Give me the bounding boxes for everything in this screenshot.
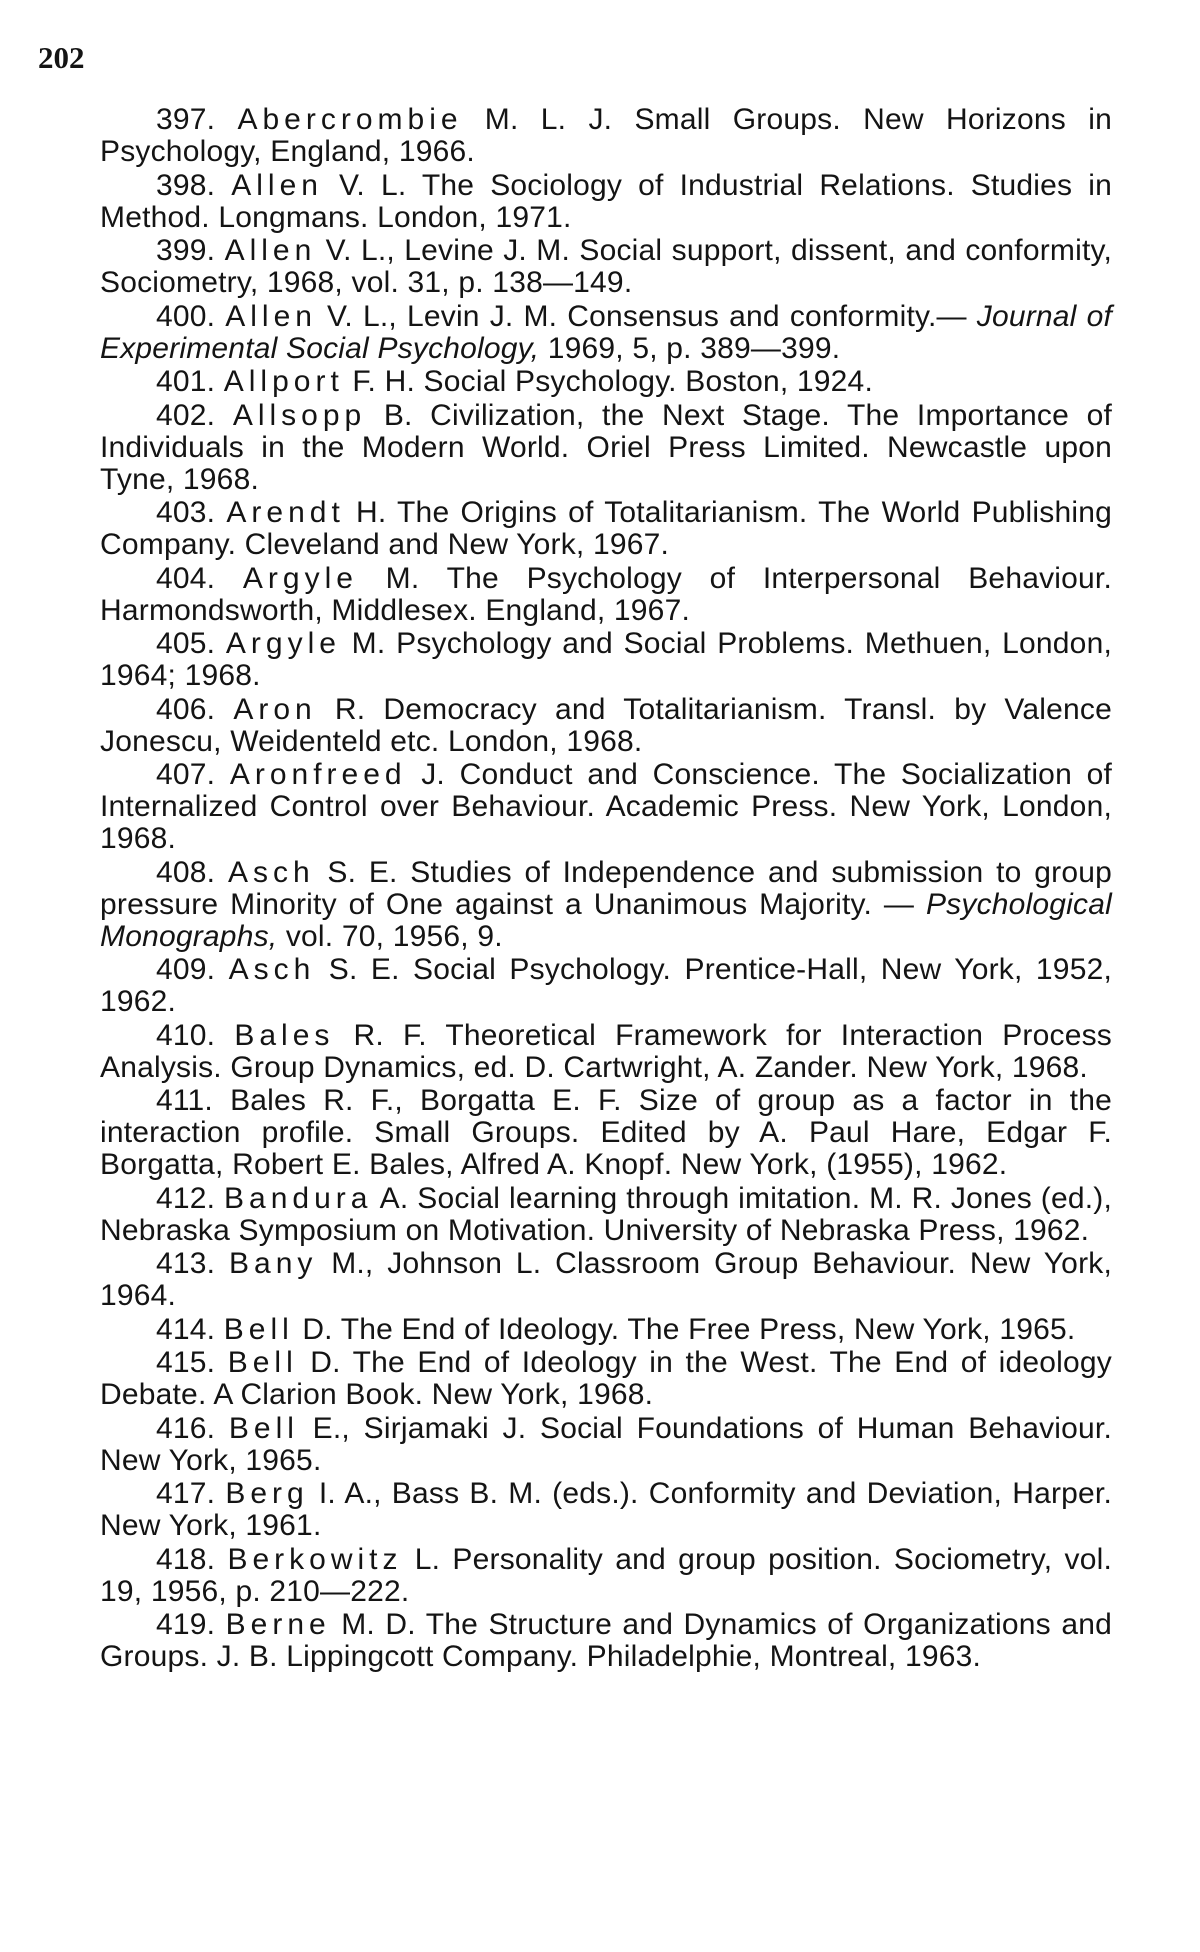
entry-number: 397. (156, 103, 216, 136)
entry-number: 418. (156, 1542, 216, 1576)
entry-text: B. Civilization, the Next Stage. The Importance of Individuals in the Modern World. Oriel Press Limited. Newcastle upon Tyne, 1968. (100, 398, 1112, 496)
entry-text: R. Democracy and Totalitarianism. Transl. by Valence Jonescu, Weidenteld etc. London, 1968. (100, 692, 1112, 758)
entry-author: Aron (233, 692, 317, 726)
bibliography-entry (100, 235, 1112, 299)
entry-text: M. D. The Structure and Dynamics of Organizations and Groups. J. B. Lippingcott Company. Philadelphie, Montreal, 1963. (100, 1608, 1112, 1673)
entry-journal-title: Journal of Experimental Social Psychology, (100, 299, 1112, 365)
entry-text-tail: vol. 70, 1956, 9. (277, 919, 503, 953)
bibliography-entry (100, 628, 1112, 692)
bibliography-entry (100, 759, 1112, 855)
entry-author: Bany (229, 1247, 318, 1280)
entry-text: D. The End of Ideology in the West. The End of ideology Debate. A Clarion Book. New York, 1968. (100, 1346, 1112, 1411)
entry-number: 405. (156, 627, 216, 660)
entry-number: 402. (156, 398, 216, 432)
entry-number: 403. (156, 496, 216, 529)
entry-number: 399. (156, 234, 216, 267)
entry-author: Abercrombie (237, 103, 463, 136)
entry-number: 410. (156, 1018, 216, 1052)
entry-number: 401. (156, 365, 216, 398)
entry-text: Bales R. F., Borgatta E. F. Size of group as a factor in the interaction profile. Small Groups. Edited by A. Paul Hare, Edgar F. Borgatta, Robert E. Bales, Alfred A. Knopf. New York, (1955), 1962. (100, 1084, 1112, 1181)
entry-number: 400. (156, 299, 216, 333)
bibliography-entry (100, 1609, 1112, 1673)
bibliography-entry (100, 301, 1112, 365)
bibliography-entry (100, 1020, 1112, 1084)
entry-number: 414. (156, 1312, 216, 1346)
bibliography-entry (100, 1248, 1112, 1312)
entry-text-tail: 1969, 5, p. 389—399. (539, 331, 841, 365)
entry-text: E., Sirjamaki J. Social Foundations of Human Behaviour. New York, 1965. (100, 1411, 1112, 1477)
bibliography-entry (100, 1478, 1112, 1542)
entry-author: Bell (223, 1312, 294, 1346)
entry-author: Aronfreed (229, 758, 407, 791)
entry-author: Arendt (226, 496, 345, 529)
entry-number: 416. (156, 1411, 216, 1445)
entry-text: I. A., Bass B. M. (eds.). Conformity and Deviation, Harper. New York, 1961. (100, 1477, 1112, 1542)
bibliography-list (100, 104, 1112, 1675)
entry-author: Allen (224, 234, 317, 267)
bibliography-entry (100, 694, 1112, 758)
entry-number: 404. (156, 561, 216, 595)
entry-text: D. The End of Ideology. The Free Press, New York, 1965. (293, 1312, 1076, 1346)
entry-text: A. Social learning through imitation. M. R. Jones (ed.), Nebraska Symposium on Motivation. University of Nebraska Press, 1962. (100, 1181, 1112, 1247)
entry-text: H. The Origins of Totalitarianism. The World Publishing Company. Cleveland and New York, 1967. (100, 496, 1112, 561)
bibliography-entry (100, 1347, 1112, 1411)
bibliography-entry (100, 170, 1112, 234)
entry-text: M., Johnson L. Classroom Group Behaviour. New York, 1964. (100, 1247, 1112, 1312)
entry-number: 419. (156, 1608, 216, 1641)
bibliography-entry (100, 1544, 1112, 1608)
entry-author: Berne (225, 1608, 331, 1641)
entry-author: Berg (225, 1477, 309, 1510)
entry-text: M. Psychology and Social Problems. Methuen, London, 1964; 1968. (100, 627, 1112, 692)
entry-text: V. L. The Sociology of Industrial Relations. Studies in Method. Longmans. London, 1971. (100, 168, 1112, 234)
bibliography-entry (100, 366, 1112, 398)
entry-author: Bell (228, 1411, 299, 1445)
entry-number: 409. (156, 953, 216, 986)
entry-number: 411. (156, 1084, 213, 1117)
bibliography-entry (100, 857, 1112, 953)
bibliography-entry (100, 1314, 1112, 1346)
entry-number: 412. (156, 1181, 216, 1215)
bibliography-entry (100, 104, 1112, 168)
entry-author: Allport (223, 365, 344, 398)
entry-number: 408. (156, 855, 216, 889)
entry-author: Berkowitz (227, 1542, 403, 1576)
entry-author: Argyle (242, 561, 358, 595)
entry-text: S. E. Social Psychology. Prentice-Hall, New York, 1952, 1962. (100, 953, 1112, 1018)
entry-number: 415. (156, 1346, 216, 1379)
entry-author: Allen (225, 299, 317, 333)
entry-text: J. Conduct and Conscience. The Socialization of Internalized Control over Behaviour. Academic Press. New York, London, 1968. (100, 758, 1112, 855)
entry-author: Bell (227, 1346, 298, 1379)
entry-text: V. L., Levine J. M. Social support, dissent, and conformity, Sociometry, 1968, vol. 31, p. 138—149. (100, 234, 1112, 299)
bibliography-entry (100, 1183, 1112, 1247)
entry-journal-title: Psychological Monographs, (100, 887, 1112, 953)
entry-author: Bales (234, 1018, 335, 1052)
entry-text: L. Personality and group position. Sociometry, vol. 19, 1956, p. 210—222. (100, 1542, 1112, 1608)
entry-number: 417. (156, 1477, 216, 1510)
entry-number: 407. (156, 758, 216, 791)
entry-text: V. L., Levin J. M. Consensus and conformity.— (316, 299, 967, 333)
entry-number: 398. (156, 168, 216, 202)
bibliography-entry (100, 1085, 1112, 1181)
entry-author: Asch (228, 953, 316, 986)
bibliography-entry (100, 400, 1112, 496)
entry-number: 413. (156, 1247, 216, 1280)
entry-author: Argyle (225, 627, 341, 660)
bibliography-entry (100, 497, 1112, 561)
entry-author: Asch (227, 855, 315, 889)
page-number: 202 (38, 40, 85, 75)
entry-text: M. The Psychology of Interpersonal Behaviour. Harmondsworth, Middlesex. England, 1967. (100, 561, 1112, 627)
entry-text: R. F. Theoretical Framework for Interaction Process Analysis. Group Dynamics, ed. D. Cartwright, A. Zander. New York, 1968. (100, 1018, 1112, 1084)
entry-text: S. E. Studies of Independence and submission to group pressure Minority of One against a Unanimous Majority. — (100, 855, 1112, 921)
entry-author: Allen (231, 168, 323, 202)
entry-text: M. L. J. Small Groups. New Horizons in Psychology, England, 1966. (100, 103, 1112, 168)
bibliography-entry (100, 954, 1112, 1018)
entry-author: Bandura (224, 1181, 373, 1215)
entry-text: F. H. Social Psychology. Boston, 1924. (343, 365, 873, 398)
entry-number: 406. (156, 692, 216, 726)
bibliography-entry (100, 563, 1112, 627)
bibliography-entry (100, 1413, 1112, 1477)
entry-author: Allsopp (232, 398, 367, 432)
